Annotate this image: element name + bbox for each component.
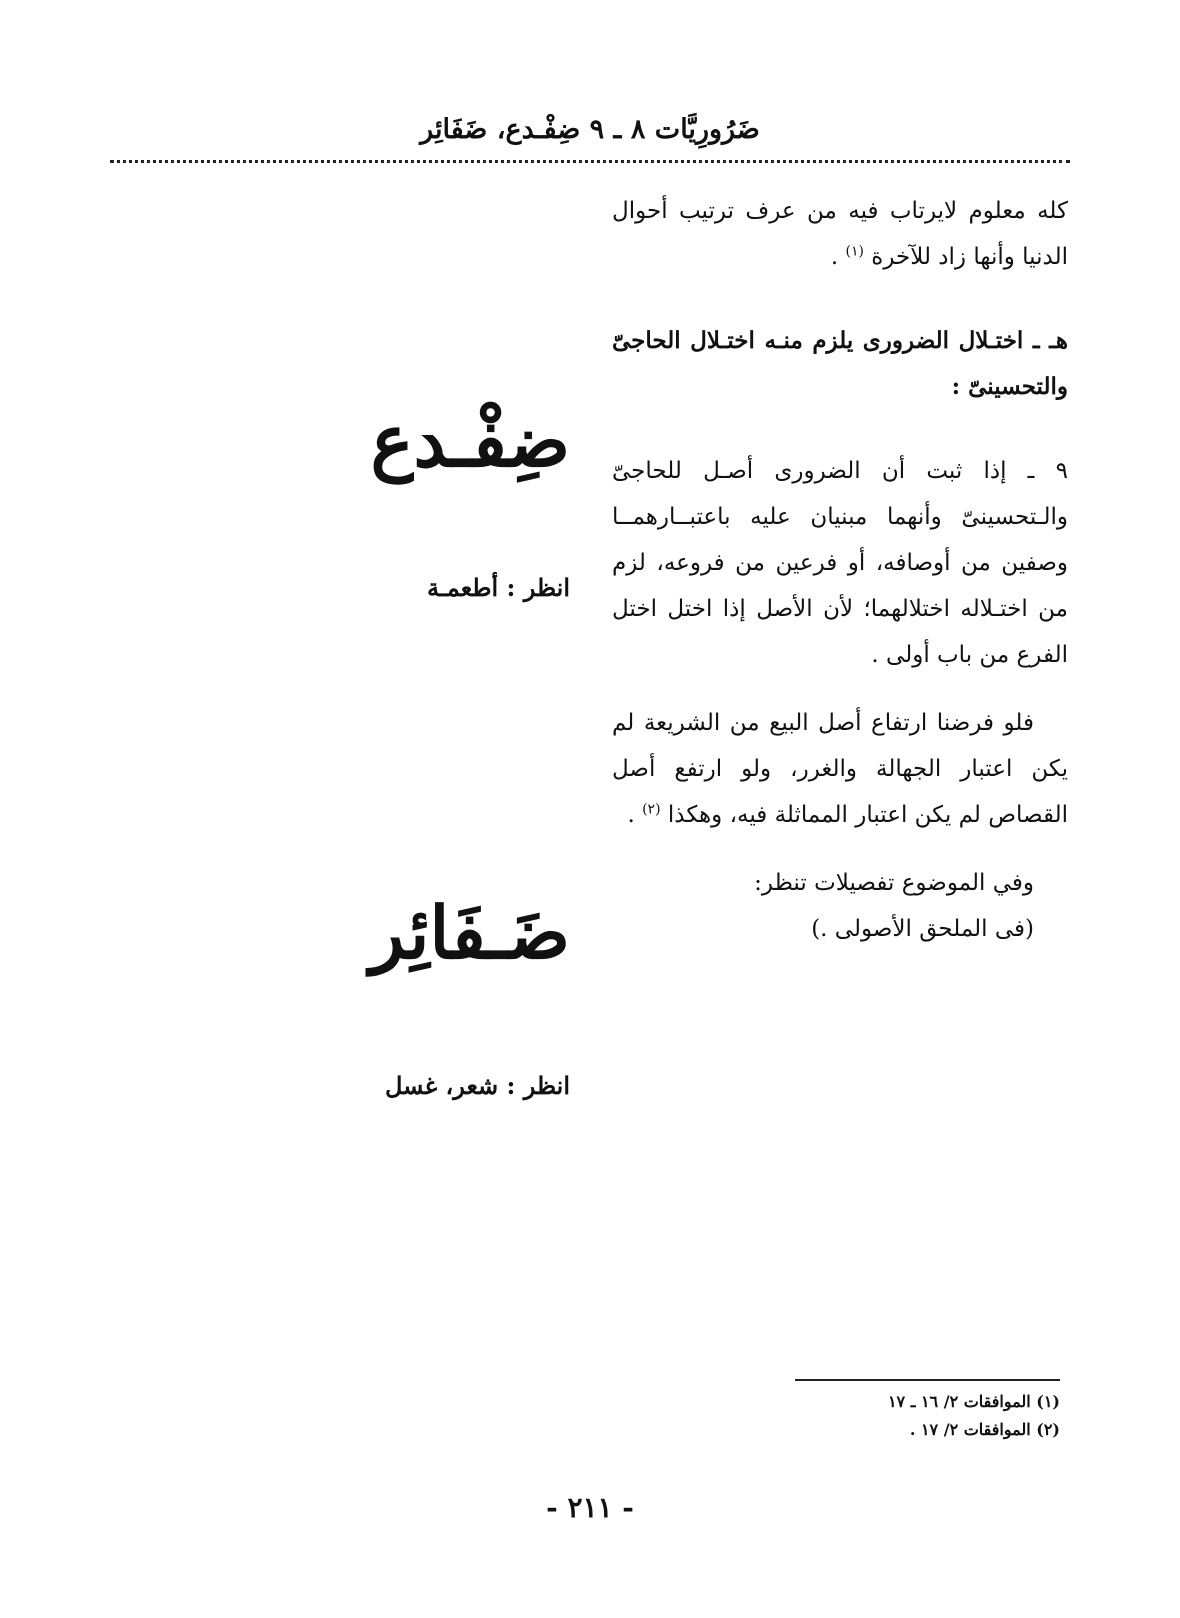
footnote-1: (١) الموافقات ٢/ ١٦ ـ ١٧ xyxy=(887,1392,1060,1411)
running-header: ضَرُورِيَّات ٨ ـ ٩ ضِفْـدع، ضَفَائِر xyxy=(420,114,760,145)
entry-heading-1 xyxy=(240,396,570,486)
footnote-2: (٢) الموافقات ٢/ ١٧ . xyxy=(909,1420,1060,1439)
footnotes xyxy=(700,1388,1060,1444)
reference-line-2: (فى الملحق الأصولى .) xyxy=(811,916,1034,942)
paragraph-example xyxy=(612,700,1068,838)
paragraph-example-text: فلو فرضنا ارتفاع أصل البيع من الشريعة لم يكن اعتبار الجهالة والغرر، ولو ارتفع أصل القصاص لم يكن اعتبار المماثلة فيه، وهكذا xyxy=(612,710,1068,828)
see-also-1 xyxy=(240,568,570,608)
paragraph-example-end: . xyxy=(627,802,643,828)
see-also-text-1: انظر : أطعمـة xyxy=(427,573,570,602)
paragraph-continuation xyxy=(612,188,1068,280)
footnote-rule xyxy=(795,1379,1060,1381)
see-also-2 xyxy=(240,1066,570,1106)
paragraph-continuation-text: كله معلوم لايرتاب فيه من عرف ترتيب أحوال الدنيا وأنها زاد للآخرة xyxy=(612,198,1068,270)
header-dotted-rule xyxy=(110,160,1070,163)
page-number: - ٢١١ - xyxy=(546,1491,634,1524)
paragraph-numbered-9: ٩ ـ إذا ثبت أن الضرورى أصـل للحاجىّ والـتحسينىّ وأنهما مبنيان عليه باعتبــارهمــا وصفين من أوصافه، أو فرعين من فروعه، لزم من اختـلاله اختلالهما؛ لأن الأصل إذا اختل اختل الفرع من باب أولى . xyxy=(612,458,1068,668)
see-also-text-2: انظر : شعر، غسل xyxy=(384,1071,570,1100)
entry-heading-2 xyxy=(240,888,570,978)
section-heading: هـ ـ اختـلال الضرورى يلزم منـه اختـلال الحاجىّ والتحسينىّ : xyxy=(612,327,1068,400)
main-column xyxy=(612,188,1068,952)
reference-line-1: وفي الموضوع تفصيلات تنظر: xyxy=(754,870,1034,896)
reference-block xyxy=(612,860,1068,952)
entry-word-1: ضِفْـدع xyxy=(370,398,570,483)
footnote-marker-2: (٢) xyxy=(642,801,661,818)
paragraph-continuation-end: . xyxy=(830,244,846,270)
entry-word-2: ضَـفَائِر xyxy=(369,890,570,975)
footnote-marker-1: (١) xyxy=(845,243,864,260)
